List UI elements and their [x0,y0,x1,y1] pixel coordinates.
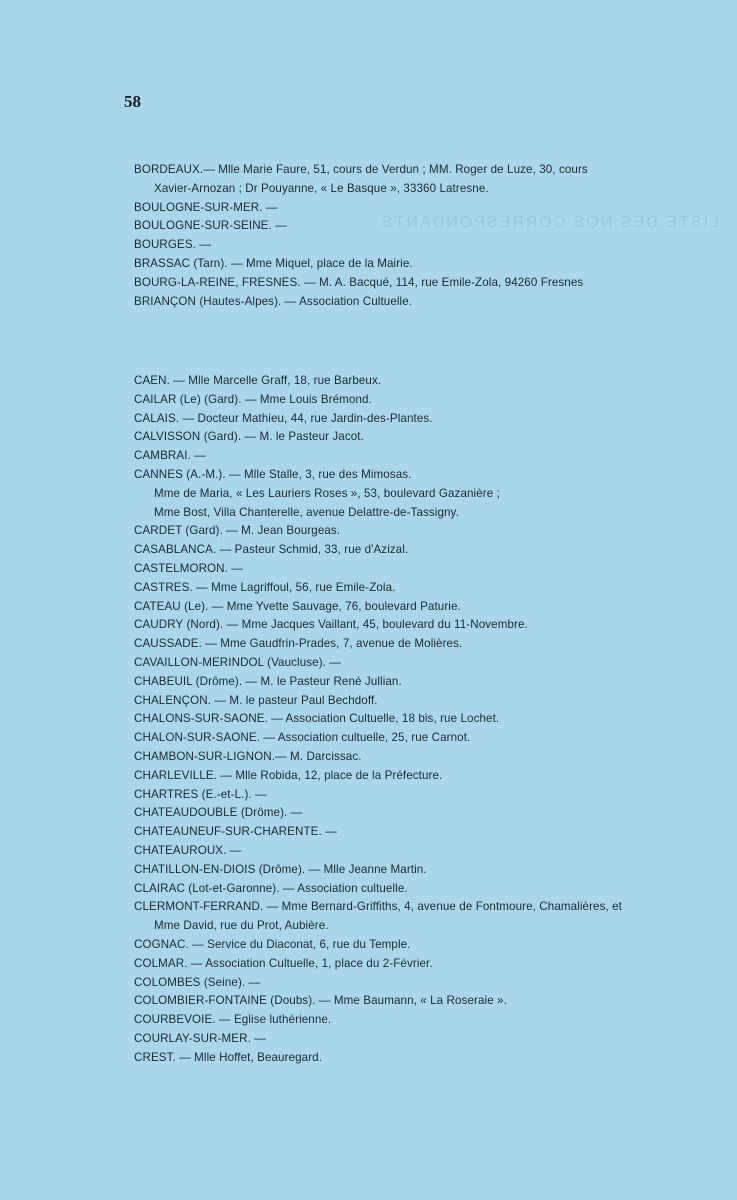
directory-entry [134,466,694,522]
directory-entry [134,898,694,936]
directory-entry [134,1049,694,1068]
entry-line: CAVAILLON-MERINDOL (Vaucluse). — [134,655,341,669]
entries-block-b [134,161,694,311]
entry-line: CHATEAUNEUF-SUR-CHARENTE. — [134,825,337,839]
entry-line: COGNAC. — Service du Diaconat, 6, rue du Temple. [134,937,411,951]
directory-entry [134,1011,694,1030]
entry-line: COLOMBES (Seine). — [134,975,261,989]
entry-line: CHATEAUROUX. — [134,843,242,857]
entry-line: CLAIRAC (Lot-et-Garonne). — Association cultuelle. [134,881,408,895]
entry-line: CREST. — Mlle Hoffet, Beauregard. [134,1050,323,1064]
directory-entry [134,710,694,729]
directory-entry [134,199,694,218]
directory-entry [134,522,694,541]
entry-line: BORDEAUX.— Mlle Marie Faure, 51, cours de Verdun ; MM. Roger de Luze, 30, cours [134,163,588,176]
directory-entry [134,974,694,993]
entry-continuation: Mme de Maria, « Les Lauriers Roses », 53, boulevard Gazanière ; [154,486,500,500]
entry-line: COLMAR. — Association Cultuelle, 1, place du 2-Février. [134,956,433,970]
directory-entry [134,447,694,466]
entry-continuation: Xavier-Arnozan ; Dr Pouyanne, « Le Basque », 33360 Latresne. [154,181,489,195]
entry-line: CALAIS. — Docteur Mathieu, 44, rue Jardin-des-Plantes. [134,411,433,425]
entry-line: BRASSAC (Tarn). — Mme Miquel, place de la Mairie. [134,256,413,270]
entry-line: CAILAR (Le) (Gard). — Mme Louis Brémond. [134,392,372,406]
directory-entry [134,560,694,579]
directory-entry [134,255,694,274]
entry-line: CHALENÇON. — M. le pasteur Paul Bechdoff. [134,693,378,707]
directory-entry [134,748,694,767]
entry-line: CHABEUIL (Drôme). — M. le Pasteur René Jullian. [134,674,402,688]
directory-entry [134,767,694,786]
entry-line: CAMBRAI. — [134,449,206,463]
entry-line: CASABLANCA. — Pasteur Schmid, 33, rue d'Azizal. [134,543,409,557]
directory-entry [134,236,694,255]
directory-entry [134,635,694,654]
directory-entry [134,293,694,312]
directory-entry [134,616,694,635]
directory-entry [134,880,694,899]
directory-entry [134,579,694,598]
entry-line: BRIANÇON (Hautes-Alpes). — Association Cultuelle. [134,294,413,308]
entry-line: CHATILLON-EN-DIOIS (Drôme). — Mlle Jeanne Martin. [134,862,427,876]
entries-block-c [134,372,694,1067]
directory-entry [134,1030,694,1049]
entry-continuation: Mme David, rue du Prot, Aubière. [154,919,329,933]
entry-line: COLOMBIER-FONTAINE (Doubs). — Mme Baumann, « La Roseraie ». [134,994,507,1008]
page-number: 58 [124,92,141,111]
directory-entry [134,936,694,955]
entry-line: CAUDRY (Nord). — Mme Jacques Vaillant, 45, boulevard du 11-Novembre. [134,618,528,632]
entry-line: COURLAY-SUR-MER. — [134,1031,266,1045]
directory-entry [134,673,694,692]
entry-line: CANNES (A.-M.). — Mlle Stalle, 3, rue des Mimosas. [134,467,412,481]
entry-continuation: Mme Bost, Villa Chanterelle, avenue Delattre-de-Tassigny. [154,505,459,519]
directory-entry [134,541,694,560]
directory-entry [134,861,694,880]
directory-entry [134,391,694,410]
entry-line: COURBEVOIE. — Eglise luthérienne. [134,1013,332,1027]
entry-line: CHALONS-SUR-SAONE. — Association Cultuelle, 18 bis, rue Lochet. [134,712,500,726]
directory-entry [134,992,694,1011]
directory-entry [134,598,694,617]
directory-entry [134,955,694,974]
directory-entry [134,823,694,842]
directory-entry [134,372,694,391]
directory-entry [134,654,694,673]
directory-entry [134,842,694,861]
entry-line: CHARTRES (E.-et-L.). — [134,787,267,801]
entry-line: CHARLEVILLE. — Mlle Robida, 12, place de la Préfecture. [134,768,443,782]
entry-line: BOULOGNE-SUR-SEINE. — [134,219,287,233]
directory-entry [134,804,694,823]
entry-line: CHALON-SUR-SAONE. — Association cultuelle, 25, rue Carnot. [134,731,471,745]
entry-line: BOURG-LA-REINE, FRESNES. — M. A. Bacqué, 114, rue Emile-Zola, 94260 Fresnes [134,275,584,289]
directory-entry [134,692,694,711]
directory-entry [134,729,694,748]
directory-entry [134,410,694,429]
directory-entry [134,786,694,805]
entry-line: CATEAU (Le). — Mme Yvette Sauvage, 76, boulevard Paturie. [134,599,461,613]
entry-line: BOURGES. — [134,238,212,252]
entry-line: CASTELMORON. — [134,561,243,575]
entry-line: CALVISSON (Gard). — M. le Pasteur Jacot. [134,430,364,444]
directory-entry [134,274,694,293]
entry-line: CASTRES. — Mme Lagriffoul, 56, rue Emile-Zola. [134,580,396,594]
entry-line: CHAMBON-SUR-LIGNON.— M. Darcissac. [134,749,362,763]
entry-line: CHATEAUDOUBLE (Drôme). — [134,806,303,820]
directory-entry [134,217,694,236]
directory-entry [134,428,694,447]
bleed-through-heading: LISTE DES NOS CORRESPONDANTS [380,214,719,231]
entry-line: CAEN. — Mlle Marcelle Graff, 18, rue Barbeux. [134,374,382,387]
entry-line: CLERMONT-FERRAND. — Mme Bernard-Griffiths, 4, avenue de Fontmoure, Chamalières, et [134,900,622,914]
entry-line: CAUSSADE. — Mme Gaudfrin-Prades, 7, avenue de Molières. [134,637,463,651]
directory-entry [134,161,694,199]
entry-line: BOULOGNE-SUR-MER. — [134,200,278,214]
entry-line: CARDET (Gard). — M. Jean Bourgeas. [134,524,341,538]
